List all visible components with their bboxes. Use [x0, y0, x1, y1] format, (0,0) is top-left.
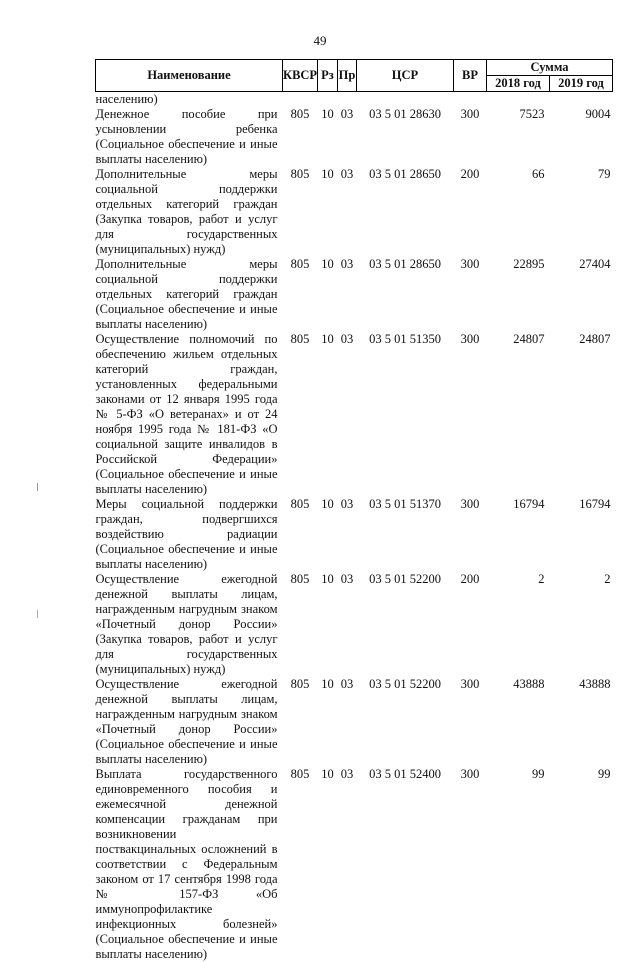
row-name: Дополнительные меры социальной поддержки отдельных категорий граждан (Социальное обеспечение и иные выплаты населению): [95, 257, 278, 331]
table-row: [96, 767, 613, 962]
row-sum-2018: 99: [532, 767, 545, 781]
row-vr: 200: [460, 167, 480, 181]
header-year-2019: 2019 год: [550, 76, 613, 92]
row-csr: 03 5 01 51350: [369, 332, 441, 346]
row-sum-2019: 79: [598, 167, 611, 181]
carryover-row: [96, 92, 613, 108]
row-name: Осуществление ежегодной денежной выплаты лицам, награжденным нагрудным знаком «Почетный донор России» (Закупка товаров, работ и услуг для государственных (муниципальных) нужд): [95, 572, 278, 676]
row-rz: 10: [321, 107, 334, 121]
row-sum-2018: 22895: [513, 257, 545, 271]
budget-table: [95, 59, 613, 962]
header-sum: Сумма: [487, 60, 613, 76]
row-rz: 10: [321, 572, 334, 586]
row-sum-2018: 24807: [513, 332, 545, 346]
row-sum-2019: 43888: [579, 677, 611, 691]
carryover-text: населению): [95, 92, 158, 106]
row-pr: 03: [340, 767, 354, 781]
page-number: 49: [313, 33, 327, 48]
row-kvsr: 805: [290, 167, 310, 181]
row-sum-2018: 16794: [513, 497, 545, 511]
row-csr: 03 5 01 28650: [369, 257, 441, 271]
row-sum-2018: 43888: [513, 677, 545, 691]
row-kvsr: 805: [290, 677, 310, 691]
row-kvsr: 805: [290, 257, 310, 271]
scan-margin-mark: [37, 483, 38, 491]
row-sum-2019: 9004: [585, 107, 611, 121]
table-row: [96, 167, 613, 257]
row-kvsr: 805: [290, 572, 310, 586]
row-sum-2018: 66: [532, 167, 545, 181]
row-vr: 300: [460, 257, 480, 271]
row-vr: 300: [460, 332, 480, 346]
header-rz: Рз: [318, 60, 338, 92]
row-vr: 300: [460, 107, 480, 121]
header-kvsr: КВСР: [283, 60, 318, 92]
header-vr: ВР: [454, 60, 487, 92]
row-csr: 03 5 01 28650: [369, 167, 441, 181]
row-vr: 300: [460, 677, 480, 691]
row-name: Меры социальной поддержки граждан, подвергшихся воздействию радиации (Социальное обеспечение и иные выплаты населению): [95, 497, 278, 571]
table-row: [96, 257, 613, 332]
row-csr: 03 5 01 51370: [369, 497, 441, 511]
row-csr: 03 5 01 52200: [369, 677, 441, 691]
header-pr: Пр: [338, 60, 357, 92]
row-kvsr: 805: [290, 767, 310, 781]
row-rz: 10: [321, 677, 334, 691]
table-row: [96, 497, 613, 572]
table-row: [96, 107, 613, 167]
table-row: [96, 572, 613, 677]
header-year-2018: 2018 год: [487, 76, 550, 92]
row-rz: 10: [321, 497, 334, 511]
row-pr: 03: [340, 107, 354, 121]
row-vr: 200: [460, 572, 480, 586]
header-name: Наименование: [96, 60, 283, 92]
row-kvsr: 805: [290, 107, 310, 121]
row-pr: 03: [340, 677, 354, 691]
row-pr: 03: [340, 332, 354, 346]
row-name: Выплата государственного единовременного пособия и ежемесячной денежной компенсации гражданам при возникновении поствакцинальных осложнений в соответствии с Федеральным законом от 17 сентября 1998 года № 157-ФЗ «Об иммунопрофилактике инфекционных болезней» (Социальное обеспечение и иные выплаты населению): [95, 767, 278, 961]
row-sum-2019: 16794: [579, 497, 611, 511]
row-sum-2019: 27404: [579, 257, 611, 271]
row-pr: 03: [340, 257, 354, 271]
row-csr: 03 5 01 52200: [369, 572, 441, 586]
row-sum-2018: 7523: [519, 107, 545, 121]
row-name: Дополнительные меры социальной поддержки отдельных категорий граждан (Закупка товаров, работ и услуг для государственных (муниципальных) нужд): [95, 167, 278, 256]
row-sum-2019: 99: [598, 767, 611, 781]
row-name: Осуществление ежегодной денежной выплаты лицам, награжденным нагрудным знаком «Почетный донор России» (Социальное обеспечение и иные выплаты населению): [95, 677, 278, 766]
scan-margin-mark: [37, 610, 38, 618]
row-pr: 03: [340, 572, 354, 586]
header-csr: ЦСР: [357, 60, 454, 92]
row-csr: 03 5 01 28630: [369, 107, 441, 121]
row-rz: 10: [321, 257, 334, 271]
row-rz: 10: [321, 332, 334, 346]
row-name: Денежное пособие при усыновлении ребенка (Социальное обеспечение и иные выплаты населению): [95, 107, 278, 166]
row-kvsr: 805: [290, 497, 310, 511]
row-sum-2019: 2: [604, 572, 611, 586]
row-pr: 03: [340, 167, 354, 181]
row-kvsr: 805: [290, 332, 310, 346]
row-pr: 03: [340, 497, 354, 511]
row-name: Осуществление полномочий по обеспечению жильем отдельных категорий граждан, установленных федеральными законами от 12 января 1995 года № 5-ФЗ «О ветеранах» и от 24 ноября 1995 года № 181-ФЗ «О социальной защите инвалидов в Российской Федерации» (Социальное обеспечение и иные выплаты населению): [95, 332, 278, 496]
row-csr: 03 5 01 52400: [369, 767, 441, 781]
row-sum-2018: 2: [538, 572, 545, 586]
row-rz: 10: [321, 167, 334, 181]
table-row: [96, 677, 613, 767]
row-vr: 300: [460, 497, 480, 511]
row-rz: 10: [321, 767, 334, 781]
row-sum-2019: 24807: [579, 332, 611, 346]
row-vr: 300: [460, 767, 480, 781]
table-row: [96, 332, 613, 497]
